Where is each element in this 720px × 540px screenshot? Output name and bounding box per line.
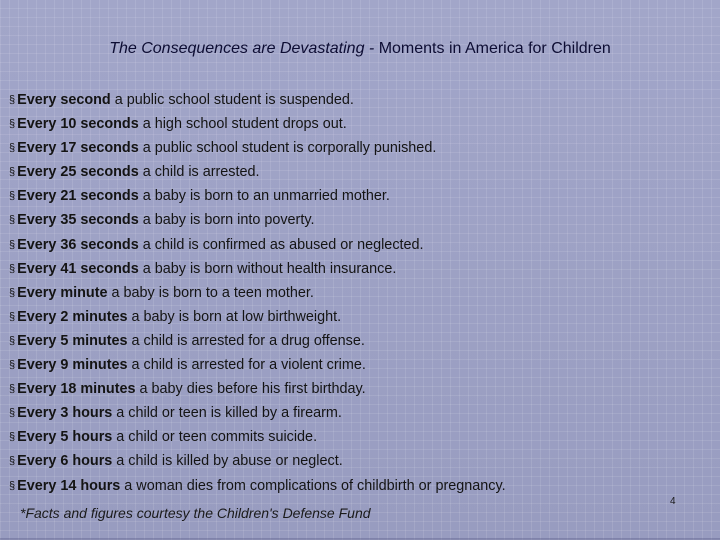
fact-item bbox=[9, 354, 709, 378]
slide-title-rest: Moments in America for Children bbox=[374, 40, 611, 57]
page-number: 4 bbox=[670, 496, 676, 507]
fact-lead: Every 5 hours bbox=[17, 429, 113, 446]
fact-text: a baby is born to a teen mother. bbox=[107, 284, 314, 301]
bullet-marker: § bbox=[9, 142, 16, 155]
fact-text: a child is confirmed as abused or neglected. bbox=[138, 236, 424, 253]
source-footnote: *Facts and figures courtesy the Children's Defense Fund bbox=[20, 505, 371, 521]
bullet-marker: § bbox=[9, 431, 16, 444]
fact-lead: Every minute bbox=[17, 284, 108, 301]
fact-item bbox=[9, 426, 709, 450]
bullet-marker: § bbox=[9, 262, 16, 275]
fact-lead: Every 14 hours bbox=[17, 477, 121, 494]
bullet-marker: § bbox=[9, 190, 16, 203]
bullet-marker: § bbox=[9, 455, 16, 468]
fact-item bbox=[9, 282, 709, 306]
fact-lead: Every 35 seconds bbox=[17, 212, 139, 229]
fact-lead: Every 3 hours bbox=[17, 405, 113, 422]
fact-lead: Every second bbox=[17, 92, 111, 108]
fact-text: a child is arrested. bbox=[138, 164, 260, 181]
fact-text: a high school student drops out. bbox=[138, 116, 347, 133]
fact-item bbox=[9, 161, 709, 185]
bullet-marker: § bbox=[9, 286, 16, 299]
fact-lead: Every 5 minutes bbox=[17, 332, 128, 349]
fact-lead: Every 9 minutes bbox=[17, 357, 128, 374]
fact-item bbox=[9, 258, 709, 282]
bullet-marker: § bbox=[9, 94, 16, 106]
fact-item bbox=[9, 475, 709, 499]
fact-lead: Every 6 hours bbox=[17, 453, 113, 470]
fact-text: a baby dies before his first birthday. bbox=[135, 381, 366, 398]
fact-lead: Every 36 seconds bbox=[17, 236, 139, 253]
bullet-marker: § bbox=[9, 118, 16, 131]
bullet-marker: § bbox=[9, 334, 16, 347]
fact-lead: Every 21 seconds bbox=[17, 188, 139, 205]
fact-item bbox=[9, 234, 709, 258]
fact-lead: Every 2 minutes bbox=[17, 308, 128, 325]
bullet-marker: § bbox=[9, 238, 16, 251]
fact-item bbox=[9, 450, 709, 474]
bullet-marker: § bbox=[9, 479, 16, 492]
bullet-marker: § bbox=[9, 214, 16, 227]
fact-lead: Every 18 minutes bbox=[17, 381, 136, 398]
fact-item bbox=[9, 378, 709, 402]
bullet-marker: § bbox=[9, 383, 16, 396]
fact-text: a public school student is suspended. bbox=[110, 92, 354, 108]
bullet-marker: § bbox=[9, 407, 16, 420]
fact-text: a baby is born into poverty. bbox=[138, 212, 315, 229]
fact-item bbox=[9, 306, 709, 330]
fact-item bbox=[9, 185, 709, 209]
fact-text: a child is killed by abuse or neglect. bbox=[112, 453, 343, 470]
fact-list bbox=[9, 89, 709, 499]
fact-lead: Every 41 seconds bbox=[17, 260, 139, 277]
bullet-marker: § bbox=[9, 310, 16, 323]
fact-lead: Every 10 seconds bbox=[17, 116, 139, 133]
fact-text: a baby is born at low birthweight. bbox=[127, 308, 342, 325]
fact-lead: Every 25 seconds bbox=[17, 164, 139, 181]
fact-text: a baby is born to an unmarried mother. bbox=[138, 188, 390, 205]
slide-title-italic: The Consequences are Devastating - bbox=[109, 40, 375, 57]
fact-item bbox=[9, 137, 709, 161]
fact-item bbox=[9, 330, 709, 354]
fact-text: a child is arrested for a drug offense. bbox=[127, 332, 365, 349]
fact-lead: Every 17 seconds bbox=[17, 140, 139, 157]
fact-text: a child or teen commits suicide. bbox=[112, 429, 318, 446]
fact-text: a child is arrested for a violent crime. bbox=[127, 357, 366, 374]
fact-item bbox=[9, 113, 709, 137]
fact-text: a child or teen is killed by a firearm. bbox=[112, 405, 342, 422]
slide-title bbox=[0, 40, 720, 58]
fact-text: a baby is born without health insurance. bbox=[138, 260, 397, 277]
fact-item bbox=[9, 402, 709, 426]
fact-text: a woman dies from complications of childbirth or pregnancy. bbox=[120, 477, 506, 494]
bullet-marker: § bbox=[9, 166, 16, 179]
fact-text: a public school student is corporally punished. bbox=[138, 140, 437, 157]
fact-item bbox=[9, 89, 709, 113]
fact-item bbox=[9, 209, 709, 233]
bullet-marker: § bbox=[9, 359, 16, 372]
